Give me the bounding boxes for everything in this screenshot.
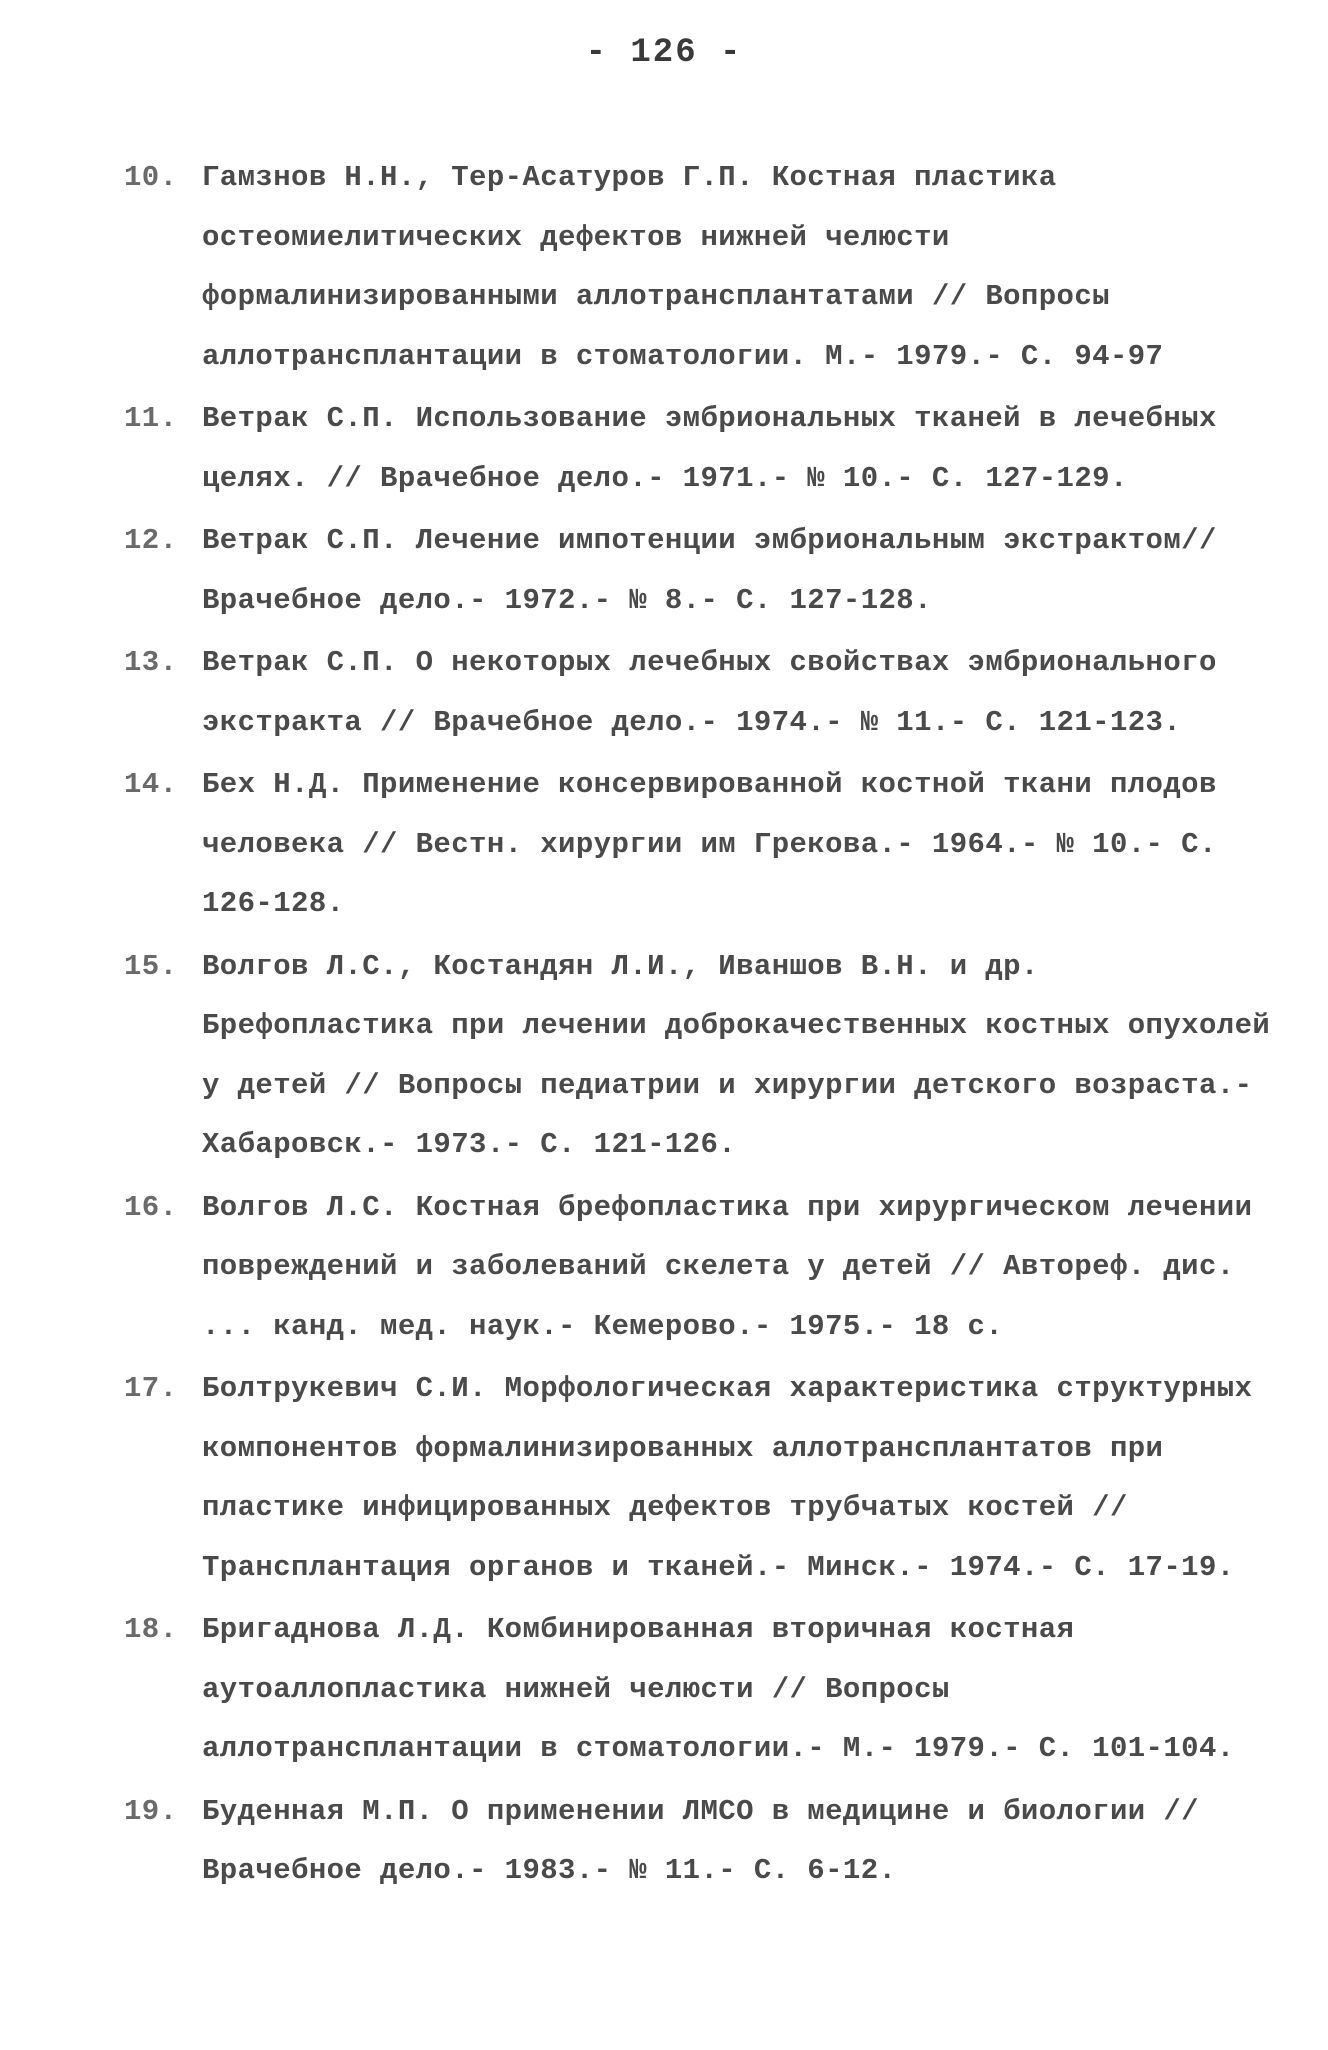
reference-item (124, 148, 1274, 386)
reference-text: Бригаднова Л.Д. Комбинированная вторичная костная аутоаллопластика нижней челюсти // Вопросы аллотрансплантации в стоматологии.- М.- 1979.- С. 101-104. (202, 1613, 1235, 1765)
reference-text: Ветрак С.П. Использование эмбриональных тканей в лечебных целях. // Врачебное дело.- 1971.- № 10.- С. 127-129. (202, 402, 1217, 495)
reference-number: 12. (124, 524, 178, 557)
reference-list (124, 148, 1274, 1904)
reference-number: 15. (124, 949, 178, 983)
reference-item (124, 1178, 1274, 1357)
reference-number: 17. (124, 1372, 178, 1405)
reference-text: Буденная М.П. О применении ЛМСО в медицине и биологии // Врачебное дело.- 1983.- № 11.- С. 6-12. (202, 1794, 1199, 1887)
reference-item (124, 937, 1274, 1175)
reference-number: 14. (124, 768, 178, 801)
reference-item (124, 755, 1274, 934)
reference-item (124, 389, 1274, 508)
reference-text: Ветрак С.П. Лечение импотенции эмбриональным экстрактом// Врачебное дело.- 1972.- № 8.- С. 127-128. (202, 524, 1217, 617)
page-number: - 126 - (585, 34, 743, 72)
reference-item (124, 633, 1274, 752)
reference-text: Болтрукевич С.И. Морфологическая характеристика структурных компонентов формалинизированных аллотрансплантатов при пластике инфицированных дефектов трубчатых костей // Трансплантация органов и тканей.- Минск.- 1974.- С. 17-19. (202, 1372, 1253, 1584)
reference-item (124, 511, 1274, 630)
reference-number: 18. (124, 1613, 178, 1646)
reference-item (124, 1600, 1274, 1779)
reference-item (124, 1782, 1274, 1901)
reference-text: Волгов Л.С., Костандян Л.И., Иваншов В.Н. и др. Брефопластика при лечении доброкачественных костных опухолей у детей // Вопросы педиатрии и хирургии детского возраста.- Хабаровск.- 1973.- С. 121-126. (202, 949, 1271, 1161)
reference-number: 19. (124, 1794, 178, 1828)
reference-number: 13. (124, 646, 178, 679)
reference-text: Бех Н.Д. Применение консервированной костной ткани плодов человека // Вестн. хирургии им Грекова.- 1964.- № 10.- С. 126-128. (202, 768, 1217, 920)
reference-text: Ветрак С.П. О некоторых лечебных свойствах эмбрионального экстракта // Врачебное дело.- 1974.- № 11.- С. 121-123. (202, 646, 1217, 739)
reference-number: 16. (124, 1190, 178, 1224)
reference-text: Волгов Л.С. Костная брефопластика при хирургическом лечении повреждений и заболеваний скелета у детей // Автореф. дис. ... канд. мед. наук.- Кемерово.- 1975.- 18 с. (202, 1190, 1253, 1343)
reference-number: 11. (124, 402, 178, 435)
reference-item (124, 1359, 1274, 1597)
reference-number: 10. (124, 161, 178, 194)
reference-text: Гамзнов Н.Н., Тер-Асатуров Г.П. Костная пластика остеомиелитических дефектов нижней челюсти формалинизированными аллотрансплантатами // Вопросы аллотрансплантации в стоматологии. М.- 1979.- С. 94-97 (202, 161, 1164, 373)
